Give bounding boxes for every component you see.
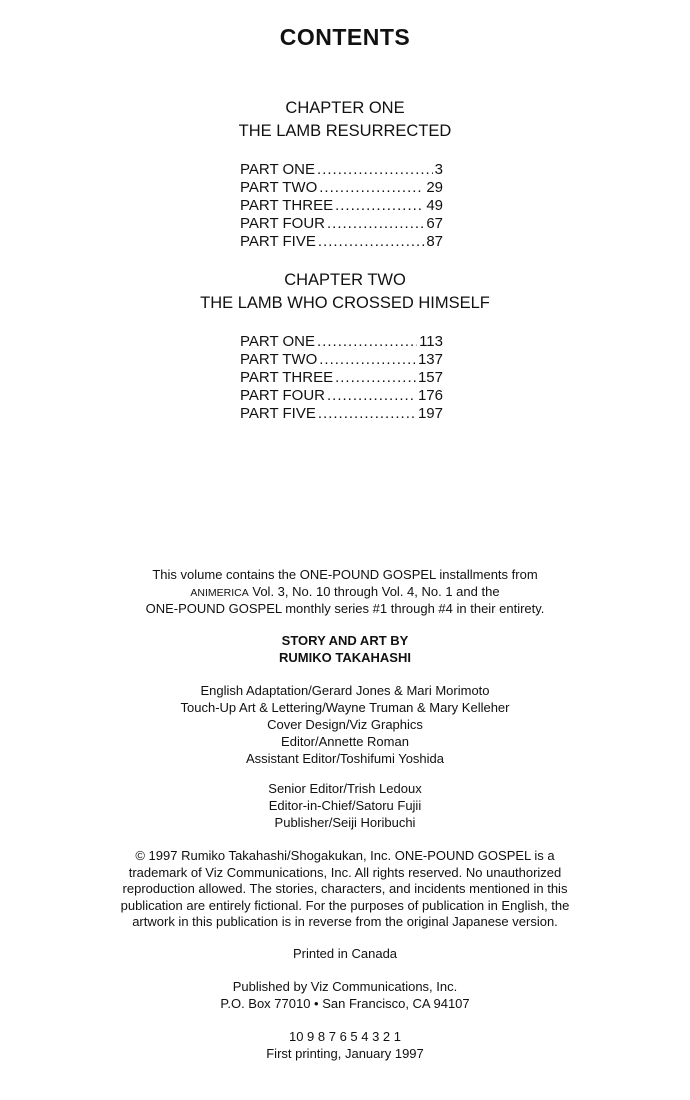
- copyright-line: © 1997 Rumiko Takahashi/Shogakukan, Inc. ONE-POUND GOSPEL is a: [135, 848, 555, 863]
- toc-entry[interactable]: [240, 233, 443, 251]
- chapter-label: CHAPTER TWO: [284, 271, 406, 289]
- toc-label: PART TWO: [240, 179, 318, 196]
- toc-label: PART THREE: [240, 369, 334, 386]
- toc-label: PART FOUR: [240, 215, 326, 232]
- toc-page: 113: [419, 333, 443, 350]
- byline: [0, 633, 690, 666]
- toc-label: PART FIVE: [240, 405, 316, 422]
- page-title: CONTENTS: [279, 24, 411, 50]
- toc-page: 29: [426, 179, 443, 196]
- toc-entry[interactable]: [240, 197, 443, 215]
- toc-page: 87: [426, 233, 443, 250]
- leader-dots: [319, 179, 424, 197]
- toc-entry[interactable]: [240, 387, 443, 405]
- magazine-name: ANIMERICA: [190, 586, 249, 599]
- leader-dots: [317, 333, 417, 351]
- intro-line: [0, 584, 690, 602]
- toc-page: 157: [417, 369, 443, 386]
- copyright-line: artwork in this publication is in reverse from the original Japanese version.: [132, 914, 558, 929]
- toc-page: 49: [426, 197, 443, 214]
- toc-page: 137: [417, 351, 443, 368]
- credit-line: Cover Design/Viz Graphics: [267, 717, 423, 732]
- credit-line: Editor-in-Chief/Satoru Fujii: [268, 798, 422, 813]
- leader-dots: [335, 197, 424, 215]
- credit-line: Publisher/Seiji Horibuchi: [274, 815, 416, 830]
- chapter-label: CHAPTER ONE: [285, 99, 405, 117]
- toc-label: PART THREE: [240, 197, 334, 214]
- toc-page: 197: [417, 405, 443, 422]
- toc-entry[interactable]: [240, 351, 443, 369]
- publisher-info: [0, 979, 690, 1012]
- toc-entry[interactable]: [240, 179, 443, 197]
- printing-numbers: 10 9 8 7 6 5 4 3 2 1: [288, 1029, 402, 1044]
- chapter-one-toc: [240, 161, 443, 251]
- toc-page: 3: [434, 161, 443, 178]
- leader-dots: [335, 369, 416, 387]
- leader-dots: [327, 387, 416, 405]
- copyright-line: trademark of Viz Communications, Inc. All rights reserved. No unauthorized: [128, 864, 562, 880]
- chapter-title: THE LAMB WHO CROSSED HIMSELF: [200, 294, 490, 312]
- copyright-line: publication are entirely fictional. For the purposes of publication in English, the: [120, 897, 570, 913]
- leader-dots: [318, 233, 424, 251]
- toc-label: PART ONE: [240, 333, 316, 350]
- credit-line: Editor/Annette Roman: [281, 734, 409, 749]
- chapter-title: THE LAMB RESURRECTED: [238, 122, 452, 140]
- byline-label: STORY AND ART BY: [281, 633, 409, 648]
- intro-line: ONE-POUND GOSPEL monthly series #1 through #4 in their entirety.: [145, 601, 545, 616]
- publisher-name: Published by Viz Communications, Inc.: [232, 979, 458, 994]
- author-name: RUMIKO TAKAHASHI: [279, 649, 411, 665]
- leader-dots: [319, 351, 416, 369]
- senior-credits: [0, 780, 690, 831]
- intro-paragraph: [0, 567, 690, 618]
- intro-text: Vol. 3, No. 10 through Vol. 4, No. 1 and the: [248, 583, 500, 599]
- toc-page: 67: [426, 215, 443, 232]
- intro-line: This volume contains the ONE-POUND GOSPEL installments from: [152, 567, 538, 582]
- toc-entry[interactable]: [240, 161, 443, 179]
- toc-page: 176: [417, 387, 443, 404]
- chapter-one-heading: [0, 97, 690, 143]
- leader-dots: [317, 161, 433, 179]
- credit-line: Touch-Up Art & Lettering/Wayne Truman & Mary Kelleher: [180, 700, 510, 715]
- toc-label: PART ONE: [240, 161, 316, 178]
- printed-in: Printed in Canada: [292, 946, 398, 961]
- toc-entry[interactable]: [240, 333, 443, 351]
- toc-label: PART FIVE: [240, 233, 316, 250]
- copyright-line: reproduction allowed. The stories, characters, and incidents mentioned in this: [122, 881, 568, 896]
- printing-info: [0, 1029, 690, 1062]
- first-printing: First printing, January 1997: [266, 1045, 424, 1061]
- leader-dots: [327, 215, 424, 233]
- leader-dots: [318, 405, 416, 423]
- chapter-two-toc: [240, 333, 443, 423]
- toc-entry[interactable]: [240, 215, 443, 233]
- toc-label: PART FOUR: [240, 387, 326, 404]
- credit-line: Assistant Editor/Toshifumi Yoshida: [246, 751, 444, 766]
- credit-line: Senior Editor/Trish Ledoux: [268, 781, 422, 796]
- chapter-two-heading: [0, 269, 690, 315]
- toc-entry[interactable]: [240, 369, 443, 387]
- toc-label: PART TWO: [240, 351, 318, 368]
- publisher-address: P.O. Box 77010 • San Francisco, CA 94107: [220, 995, 470, 1011]
- credits: [0, 682, 690, 767]
- toc-entry[interactable]: [240, 405, 443, 423]
- credit-line: English Adaptation/Gerard Jones & Mari Morimoto: [200, 683, 490, 698]
- copyright-notice: [0, 848, 690, 931]
